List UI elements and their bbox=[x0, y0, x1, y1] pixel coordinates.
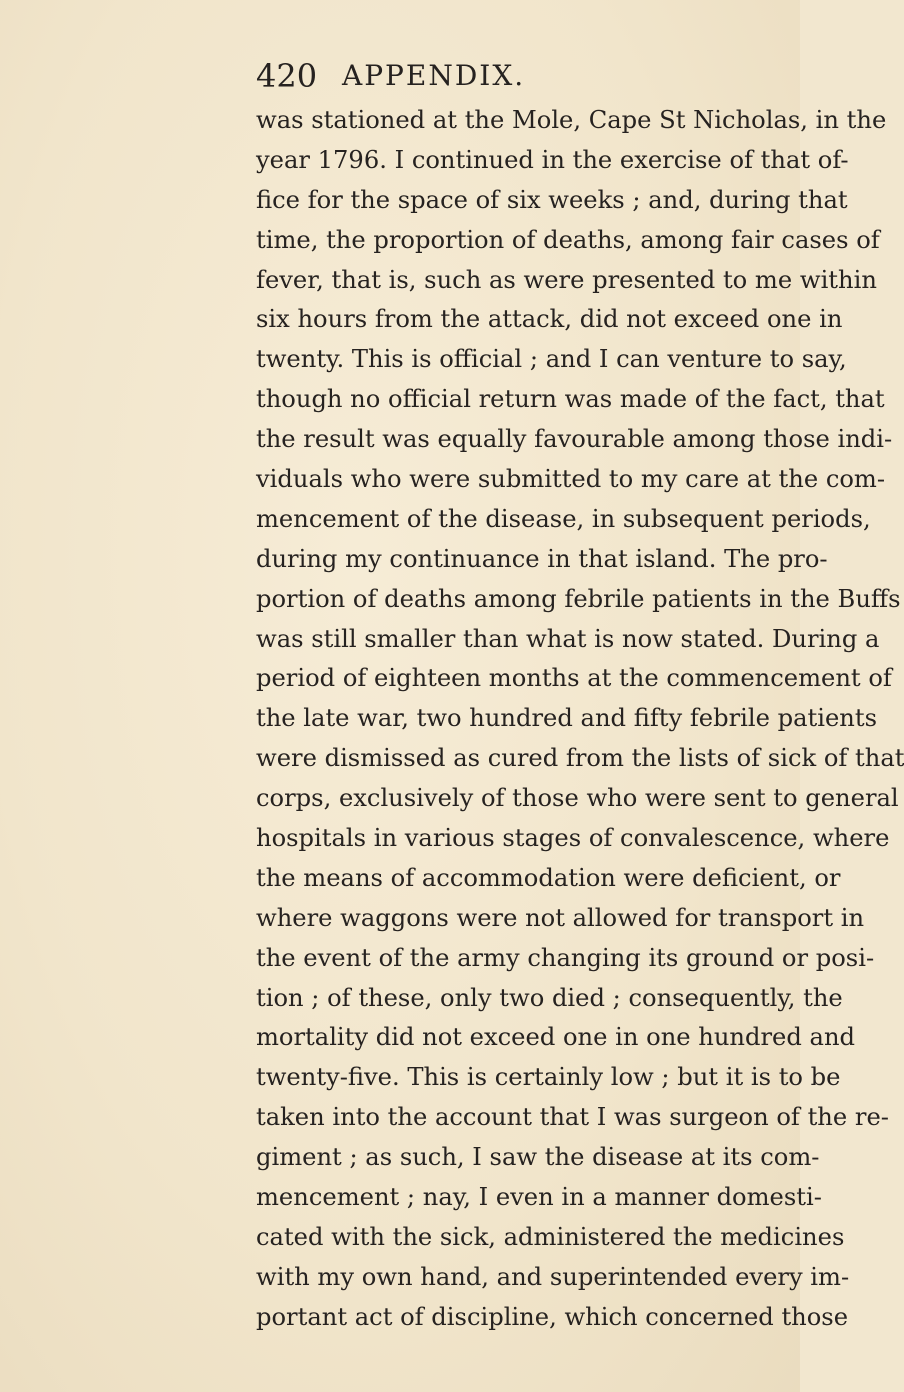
text-line: twenty. This is official ; and I can venture to say, bbox=[256, 345, 847, 374]
text-line: mencement ; nay, I even in a manner domesti- bbox=[256, 1183, 822, 1212]
page-header bbox=[256, 56, 556, 96]
text-line: during my continuance in that island. The pro- bbox=[256, 544, 828, 573]
text-line: was stationed at the Mole, Cape St Nicholas, in the bbox=[256, 106, 887, 134]
text-line: the means of accommodation were deficient, or bbox=[256, 863, 841, 892]
text-line: portant act of discipline, which concerned those bbox=[256, 1302, 849, 1331]
body-text bbox=[256, 101, 904, 1338]
text-line: period of eighteen months at the commencement of bbox=[256, 664, 892, 693]
text-line: fice for the space of six weeks ; and, during that bbox=[256, 185, 848, 214]
text-line: corps, exclusively of those who were sent to general bbox=[256, 784, 899, 813]
text-line: the result was equally favourable among those indi- bbox=[256, 425, 893, 454]
text-line: mencement of the disease, in subsequent periods, bbox=[256, 504, 871, 533]
text-line: twenty-five. This is certainly low ; but it is to be bbox=[256, 1063, 841, 1092]
page-number: 420 bbox=[256, 57, 318, 95]
text-line: cated with the sick, administered the medicines bbox=[256, 1222, 845, 1251]
text-line: were dismissed as cured from the lists of sick of that bbox=[256, 744, 904, 773]
text-line: the late war, two hundred and fifty febrile patients bbox=[256, 704, 878, 733]
text-line: the event of the army changing its ground or posi- bbox=[256, 943, 875, 972]
text-line: tion ; of these, only two died ; consequently, the bbox=[256, 983, 843, 1012]
text-line: was still smaller than what is now stated. During a bbox=[256, 624, 880, 653]
text-line: six hours from the attack, did not exceed one in bbox=[256, 305, 843, 334]
text-line: giment ; as such, I saw the disease at its com- bbox=[256, 1143, 820, 1172]
text-line: viduals who were submitted to my care at the com- bbox=[256, 465, 886, 494]
text-line: where waggons were not allowed for transport in bbox=[256, 903, 865, 932]
text-line: year 1796. I continued in the exercise of that of- bbox=[256, 145, 849, 174]
text-line: time, the proportion of deaths, among fair cases of bbox=[256, 225, 880, 254]
text-line: taken into the account that I was surgeon of the re- bbox=[256, 1103, 889, 1132]
text-line: hospitals in various stages of convalescence, where bbox=[256, 824, 890, 853]
text-line: portion of deaths among febrile patients in the Buffs bbox=[256, 584, 901, 613]
running-head: APPENDIX. bbox=[342, 59, 526, 92]
text-line: with my own hand, and superintended every im- bbox=[256, 1262, 850, 1291]
text-line: though no official return was made of the fact, that bbox=[256, 385, 885, 414]
text-line: mortality did not exceed one in one hundred and bbox=[256, 1023, 856, 1052]
text-line: fever, that is, such as were presented to me within bbox=[256, 265, 877, 294]
